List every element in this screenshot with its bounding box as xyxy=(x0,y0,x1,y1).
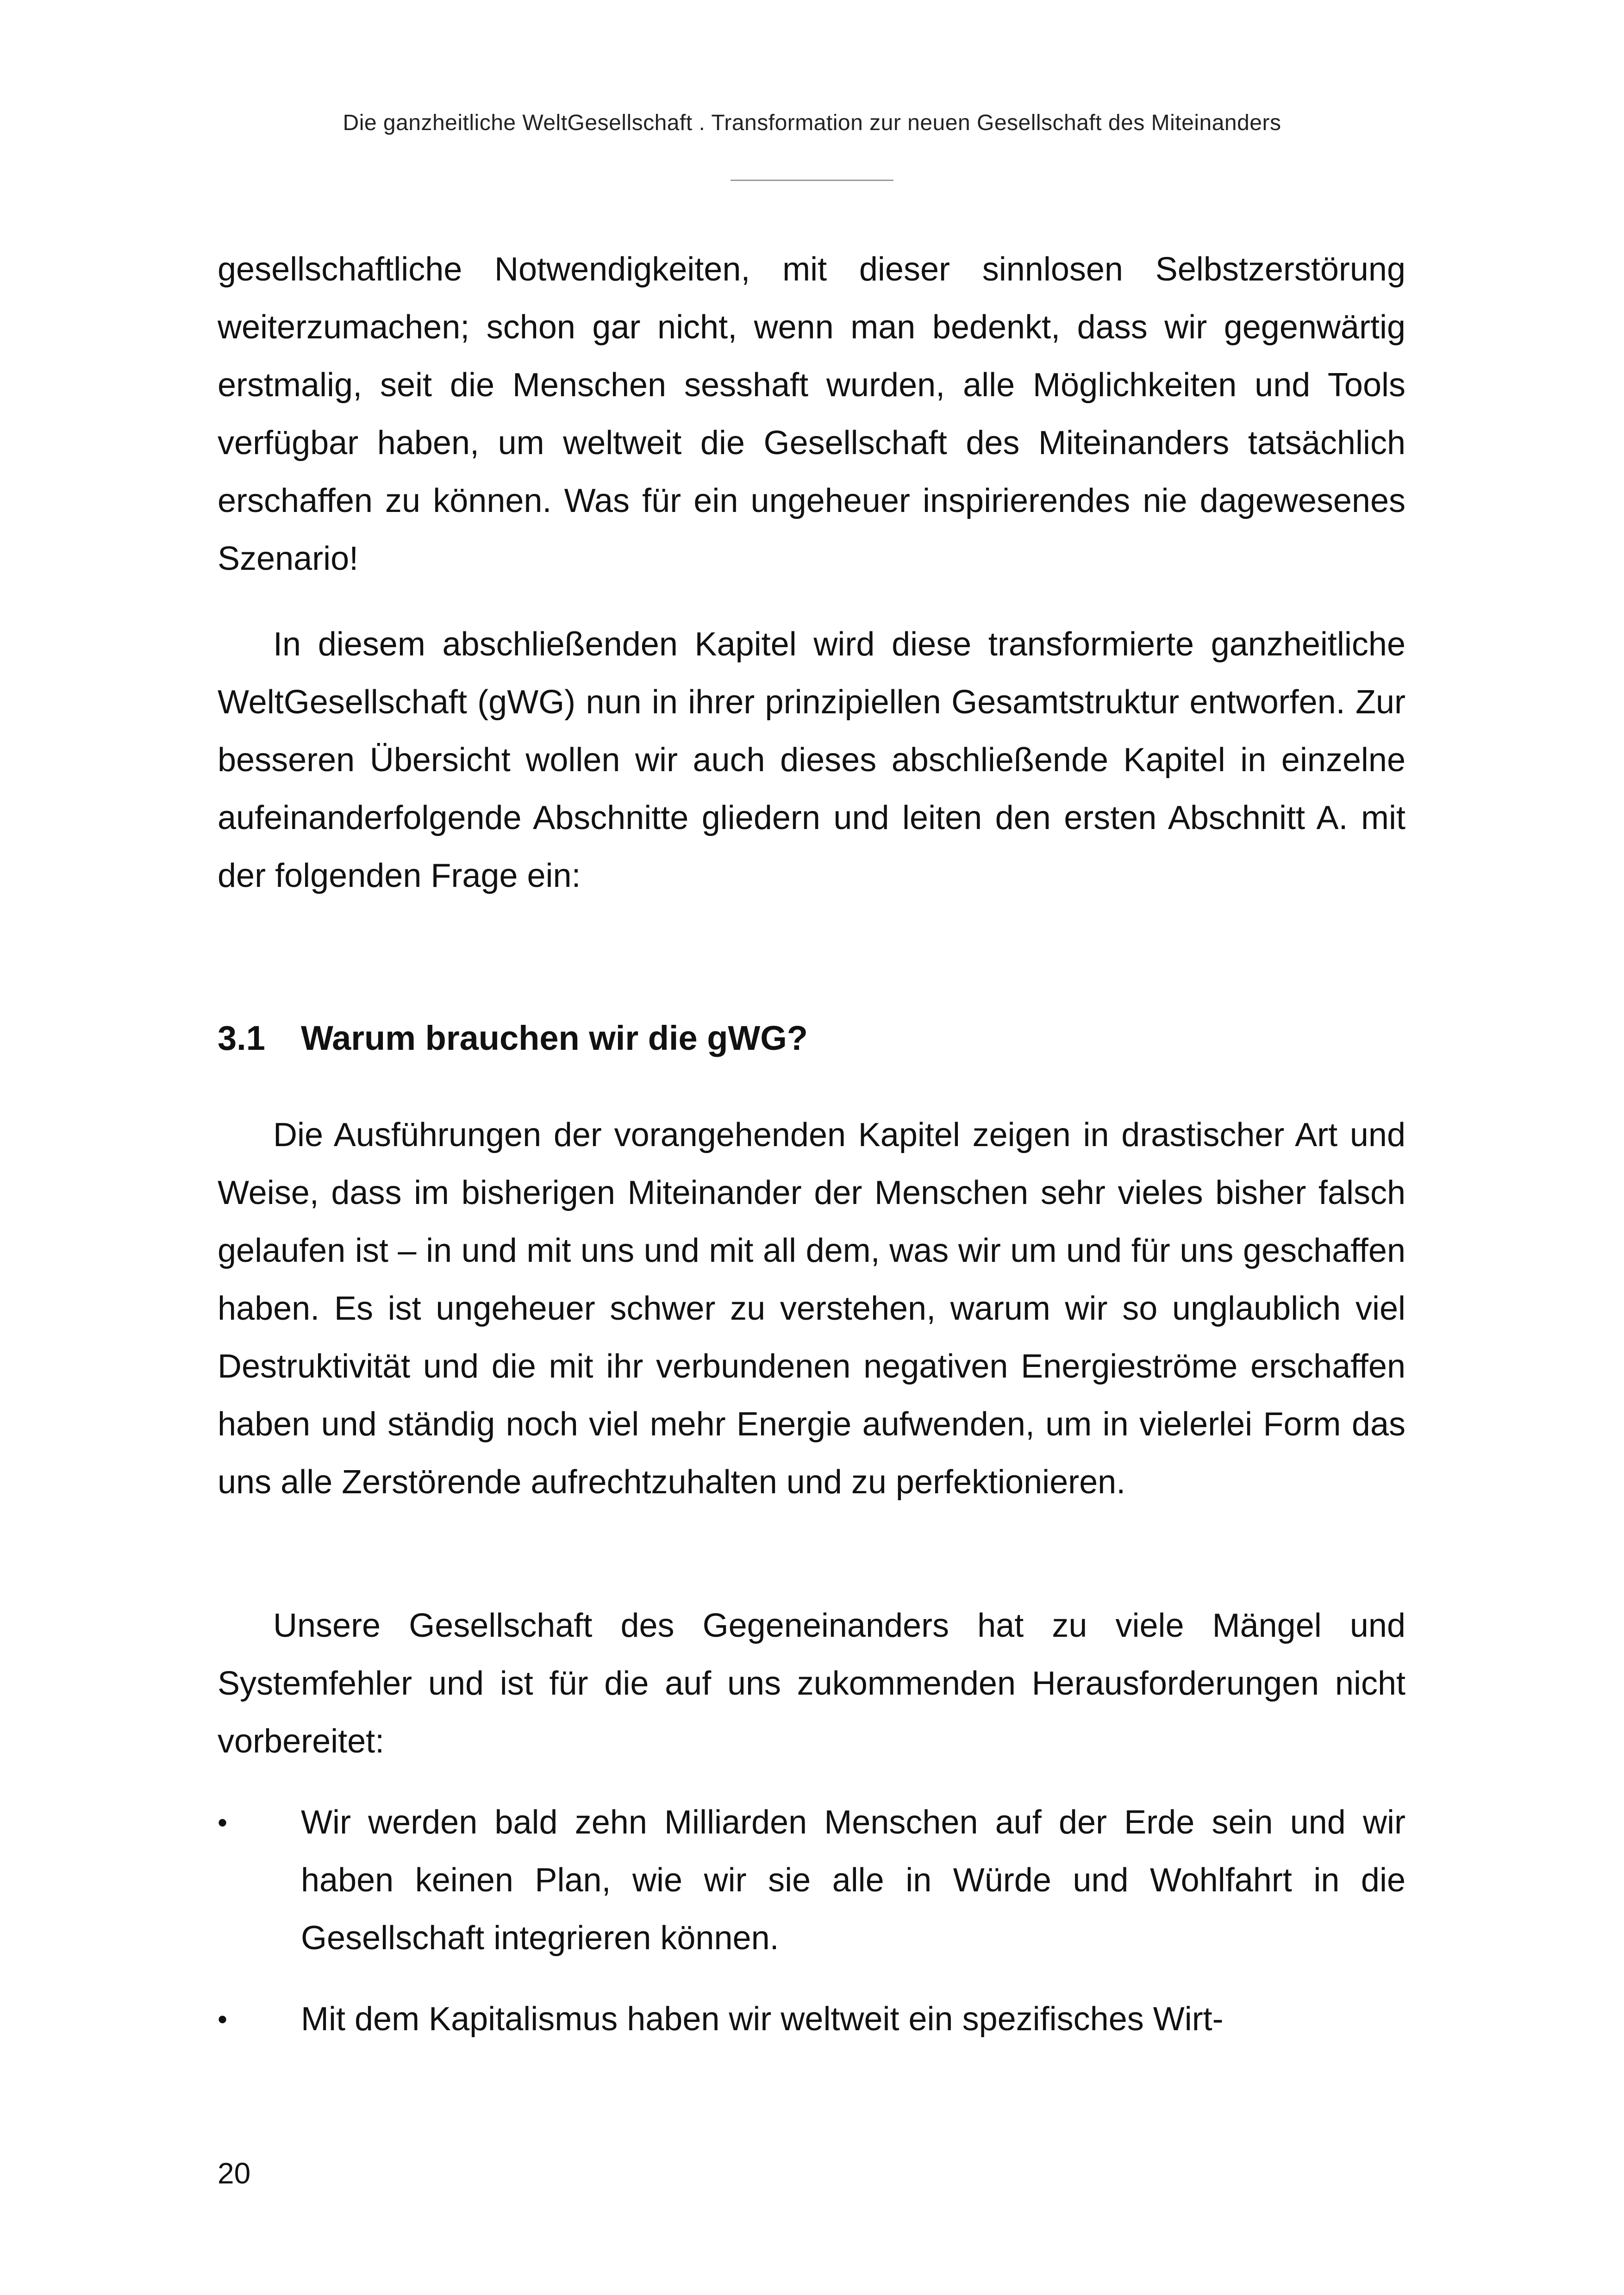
section-title: Warum brauchen wir die gWG? xyxy=(301,1019,808,1057)
section-heading xyxy=(218,1009,1405,1067)
paragraph-previous-chapters: Die Ausführungen der vorangehenden Kapitel zeigen in drastischer Art und Weise, dass im bisherigen Miteinander der Menschen sehr vieles bisher falsch gelaufen ist – in und mit uns und mit all dem, was wir um und für uns geschaffen haben. Es ist ungeheuer schwer zu verstehen, warum wir so unglaublich viel Destruktivität und die mit ihr verbundenen negativen Energieströme erschaffen haben und ständig noch viel mehr Energie aufwenden, um in vielerlei Form das uns alle Zerstörende aufrechtzuhalten und zu perfektionieren. xyxy=(218,1116,1405,1501)
bullet-icon: • xyxy=(218,2004,228,2035)
bullet-icon: • xyxy=(218,1807,228,1838)
paragraph-chapter-intro: In diesem abschließenden Kapitel wird diese transformierte ganzheitliche WeltGesellschaft (gWG) nun in ihrer prinzipiellen Gesamtstruktur entworfen. Zur besseren Übersicht wollen wir auch dieses abschließende Kapitel in einzelne aufeinanderfolgende Abschnitte gliedern und leiten den ersten Abschnitt A. mit der folgenden Frage ein: xyxy=(218,626,1405,894)
list-item-text: Mit dem Kapitalismus haben wir weltweit ein spezifisches Wirt- xyxy=(301,2001,1224,2038)
paragraph-society-flaws: Unsere Gesellschaft des Gegeneinanders hat zu viele Mängel und Systemfehler und ist für die auf uns zukommenden Herausforderungen nicht vorbereitet: xyxy=(218,1607,1405,1760)
running-header: Die ganzheitliche WeltGesellschaft . Transformation zur neuen Gesellschaft des Miteinanders xyxy=(343,111,1281,135)
section-number: 3.1 xyxy=(218,1019,265,1057)
list-item xyxy=(218,1794,1405,1967)
page-number: 20 xyxy=(218,2157,251,2190)
list-item xyxy=(218,1990,1405,2048)
header-divider xyxy=(731,180,893,181)
list-item-text: Wir werden bald zehn Milliarden Menschen auf der Erde sein und wir haben keinen Plan, wie wir sie alle in Würde und Wohlfahrt in die Gesellschaft integrieren können. xyxy=(301,1804,1405,1957)
paragraph-continuation: gesellschaftliche Notwendigkeiten, mit dieser sinnlosen Selbstzerstörung weiterzumachen; schon gar nicht, wenn man bedenkt, dass wir gegenwärtig erstmalig, seit die Menschen sesshaft wurden, alle Möglichkeiten und Tools verfügbar haben, um weltweit die Gesellschaft des Miteinanders tatsächlich erschaffen zu können. Was für ein ungeheuer inspirierendes nie dagewesenes Szenario! xyxy=(218,251,1405,577)
